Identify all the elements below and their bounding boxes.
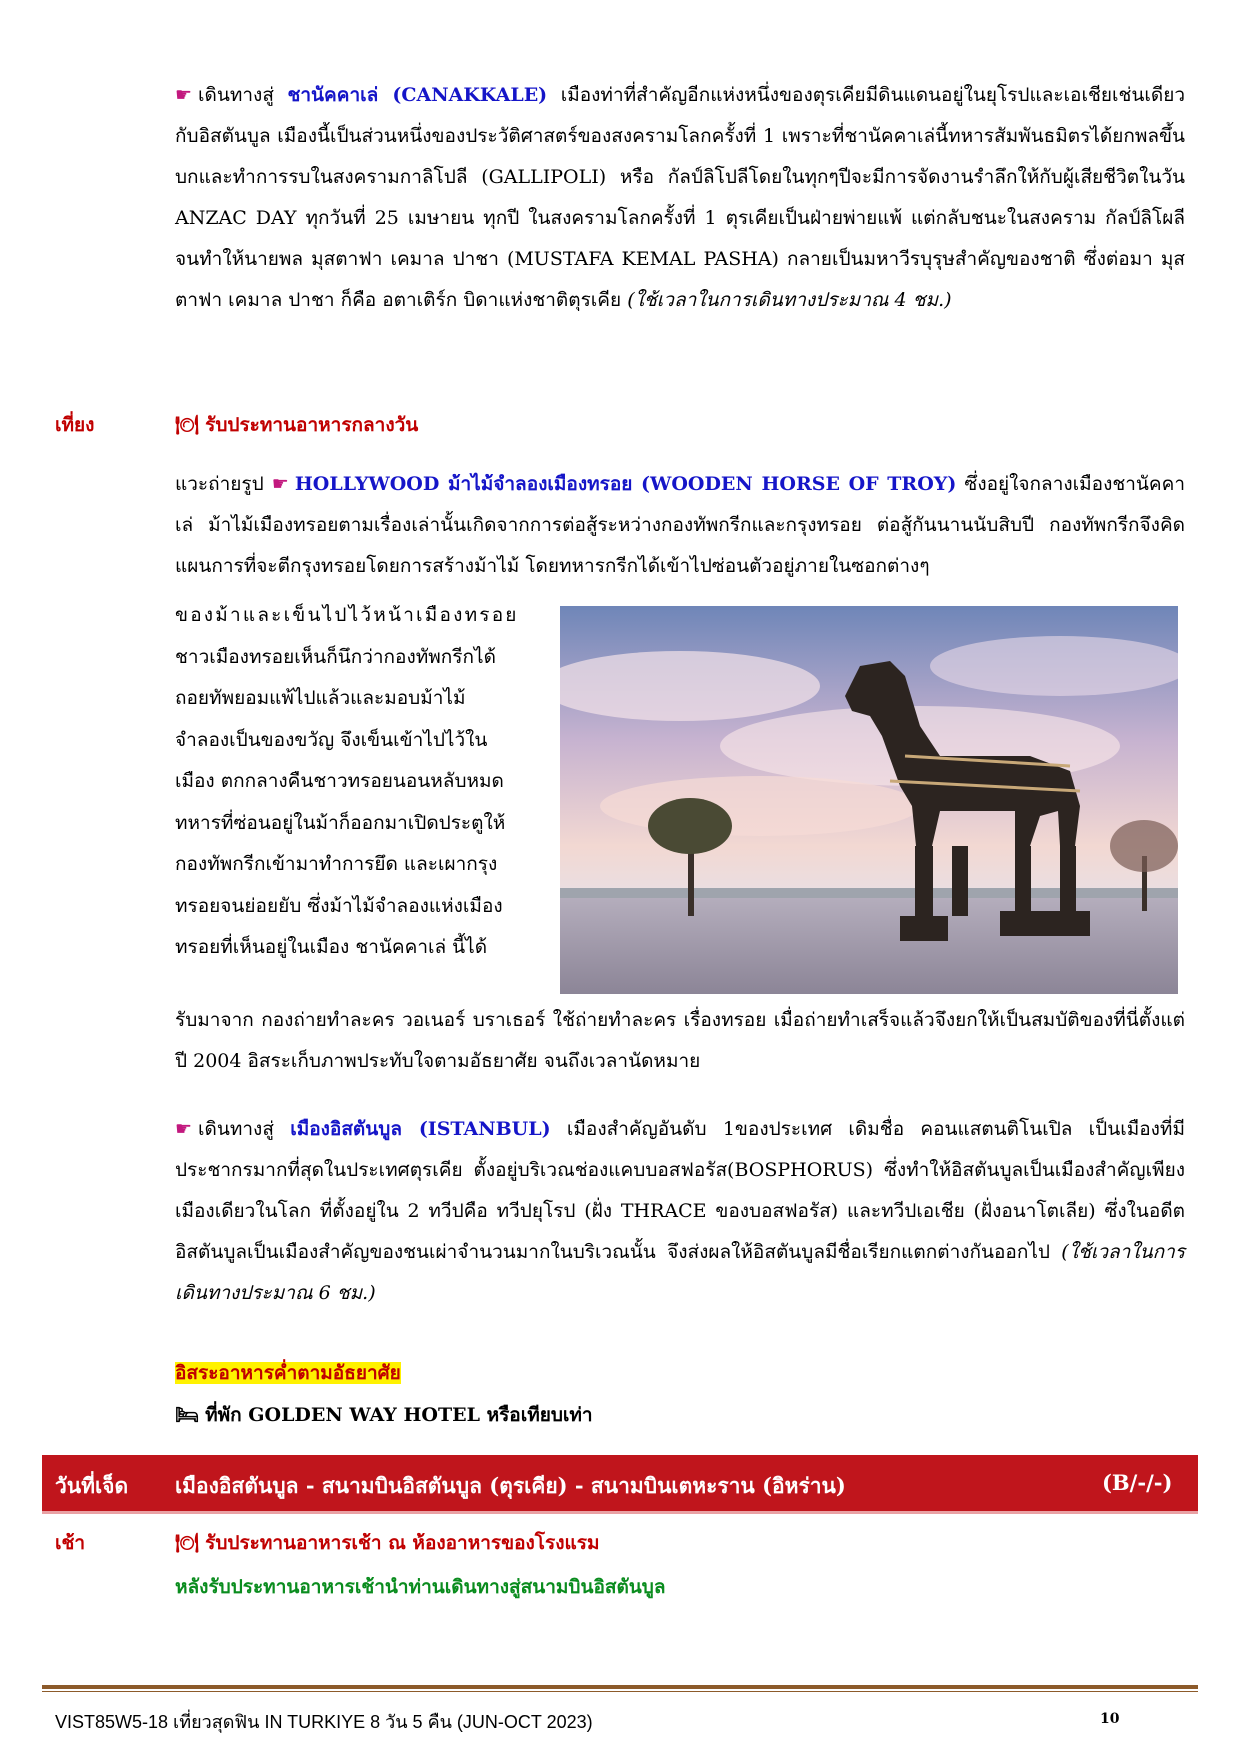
section-wooden-horse: [175, 464, 1185, 587]
place-name: HOLLYWOOD ม้าไม้จำลองเมืองทรอย (WOODEN HORSE OF TROY): [294, 473, 957, 495]
plate-cutlery-icon: 🍽: [175, 1532, 200, 1554]
day-label: วันที่เจ็ด: [55, 1473, 129, 1498]
istanbul-paragraph: [175, 1109, 1185, 1314]
horse-side-text: [175, 595, 550, 969]
side-line: ทหารที่ซ่อนอยู่ในม้าก็ออกมาเปิดประตูให้: [175, 811, 506, 834]
breakfast-line: [175, 1528, 1185, 1558]
after-breakfast-text: หลังรับประทานอาหารเช้านำท่านเดินทางสู่สนามบินอิสตันบูล: [175, 1576, 666, 1598]
place-name: เมืองอิสตันบูล (ISTANBUL): [290, 1118, 551, 1140]
day-route: เมืองอิสตันบูล - สนามบินอิสตันบูล (ตุรเคีย) - สนามบินเตหะราน (อิหร่าน): [175, 1473, 846, 1498]
hotel-text: ที่พัก GOLDEN WAY HOTEL หรือเทียบเท่า: [205, 1404, 593, 1426]
side-line: จำลองเป็นของขวัญ จึงเข็นเข้าไปไว้ใน: [175, 728, 488, 751]
body-text: เมืองสำคัญอันดับ 1ของประเทศ เดิมชื่อ คอนแสตนติโนเปิล เป็นเมืองที่มีประชากรมากที่สุดในประเทศตุรเคีย ตั้งอยู่บริเวณช่องแคบบอสฟอรัส(BOSPHORUS) ซึ่งทำให้อิสตันบูลเป็นเมืองสำคัญเพียงเมืองเดียวในโลก ที่ตั้งอยู่ใน 2 ทวีปคือ ทวีปยุโรป (ฝั่ง THRACE ของบอสฟอรัส) และทวีปเอเชีย (ฝั่งอนาโตเลีย) ซึ่งในอดีตอิสตันบูลเป็นเมืองสำคัญของชนเผ่าจำนวนมากในบริเวณนั้น จึงส่งผลให้อิสตันบูลมีชื่อเรียกแตกต่างกันออกไป: [175, 1118, 1185, 1263]
page-number: 10: [1100, 1711, 1120, 1727]
pointing-hand-icon: ☛: [271, 473, 289, 495]
side-line: ถอยทัพยอมแพ้ไปแล้วและมอบม้าไม้: [175, 687, 466, 709]
side-line: เมือง ตกกลางคืนชาวทรอยนอนหลับหมด: [175, 770, 504, 792]
side-line: ของม้าและเข็นไปไว้หน้าเมืองทรอย: [175, 604, 519, 626]
section-canakkale: [175, 75, 1185, 321]
wooden-horse-photo: [560, 606, 1178, 994]
pointing-hand-icon: ☛: [175, 1118, 193, 1140]
dinner-line: [175, 1358, 1185, 1388]
lunch-line: [175, 410, 1185, 440]
pointing-hand-icon: ☛: [175, 84, 193, 106]
footer-text: VIST85W5-18 เที่ยวสุดฟิน IN TURKIYE 8 วัน 5 คืน (JUN-OCT 2023): [55, 1712, 593, 1732]
body-text: ซึ่งอยู่ใจกลางเมืองชานัคคาเล่ ม้าไม้เมืองทรอยตามเรื่องเล่านั้นเกิดจากการต่อสู้ระหว่างกองทัพกรีกและกรุงทรอย ต่อสู้กันนานนับสิบปี กองทัพกรีกจึงคิดแผนการที่จะตีกรุงทรอยโดยการสร้างม้าไม้ โดยทหารกรีกได้เข้าไปซ่อนตัวอยู่ภายในซอกต่างๆ: [175, 473, 1185, 577]
footer-divider: [42, 1685, 1198, 1689]
plate-cutlery-icon: 🍽: [175, 414, 200, 436]
bed-icon: 🛏: [175, 1404, 200, 1426]
section-istanbul: [175, 1109, 1185, 1314]
time-note: (ใช้เวลาในการเดินทางประมาณ 4 ชม.): [627, 289, 952, 311]
canakkale-paragraph: [175, 75, 1185, 321]
breakfast-label: เช้า: [55, 1532, 86, 1554]
place-name: ชานัคคาเล่ (CANAKKALE): [287, 84, 548, 106]
lead-text: เดินทางสู่: [198, 84, 274, 106]
lunch-text: รับประทานอาหารกลางวัน: [205, 414, 419, 436]
body-text: เมืองท่าที่สำคัญอีกแห่งหนึ่งของตุรเคียมีดินแดนอยู่ในยุโรปและเอเชียเช่นเดียวกับอิสตันบูล เมืองนี้เป็นส่วนหนึ่งของประวัติศาสตร์ของสงครามโลกครั้งที่ 1 เพราะที่ชานัคคาเล่นี้ทหารสัมพันธมิตรได้ยกพลขึ้นบกและทำการรบในสงครามกาลิโปลี (GALLIPOLI) หรือ กัลป์ลิโปลีโดยในทุกๆปีจะมีการจัดงานรำลึกให้กับผู้เสียชีวิตในวัน ANZAC DAY ทุกวันที่ 25 เมษายน ทุกปี ในสงครามโลกครั้งที่ 1 ตุรเคียเป็นฝ่ายพ่ายแพ้ แต่กลับชนะในสงคราม กัลป์ลิโผลี จนทำให้นายพล มุสตาฟา เคมาล ปาชา (MUSTAFA KEMAL PASHA) กลายเป็นมหาวีรบุรุษสำคัญของชาติ ซึ่งต่อมา มุสตาฟา เคมาล ปาชา ก็คือ อตาเติร์ก บิดาแห่งชาติตุรเคีย: [175, 84, 1185, 311]
lead-text: แวะถ่ายรูป: [175, 473, 264, 495]
side-line: กองทัพกรีกเข้ามาทำการยึด และเผากรุง: [175, 853, 498, 875]
dinner-text: อิสระอาหารค่ำตามอัธยาศัย: [175, 1362, 401, 1384]
day-meals: (B/-/-): [1102, 1470, 1173, 1495]
side-line: ทรอยที่เห็นอยู่ในเมือง ชานัคคาเล่ นี้ได้: [175, 936, 488, 958]
horse-paragraph-bottom-wrap: [175, 1000, 1185, 1082]
hotel-line: [175, 1400, 1185, 1430]
side-line: ทรอยจนย่อยยับ ซึ่งม้าไม้จำลองแห่งเมือง: [175, 894, 503, 917]
horse-paragraph-bottom: รับมาจาก กองถ่ายทำละคร วอเนอร์ บราเธอร์ ใช้ถ่ายทำละคร เรื่องทรอย เมื่อถ่ายทำเสร็จแล้วจึงยกให้เป็นสมบัติของที่นี่ตั้งแต่ปี 2004 อิสระเก็บภาพประทับใจตามอัธยาศัย จนถึงเวลานัดหมาย: [175, 1009, 1185, 1072]
day-seven-bar: [42, 1455, 1198, 1514]
footer-divider-thin: [42, 1691, 1198, 1692]
breakfast-text: รับประทานอาหารเช้า ณ ห้องอาหารของโรงแรม: [205, 1532, 600, 1554]
lead-text: เดินทางสู่: [198, 1118, 274, 1140]
lunch-label: เที่ยง: [55, 414, 95, 436]
time-note: (ใช้เวลาในการเดินทางประมาณ 6 ชม.): [175, 1241, 1185, 1304]
horse-paragraph-top: [175, 464, 1185, 587]
side-line: ชาวเมืองทรอยเห็นก็นึกว่ากองทัพกรีกได้: [175, 645, 496, 668]
